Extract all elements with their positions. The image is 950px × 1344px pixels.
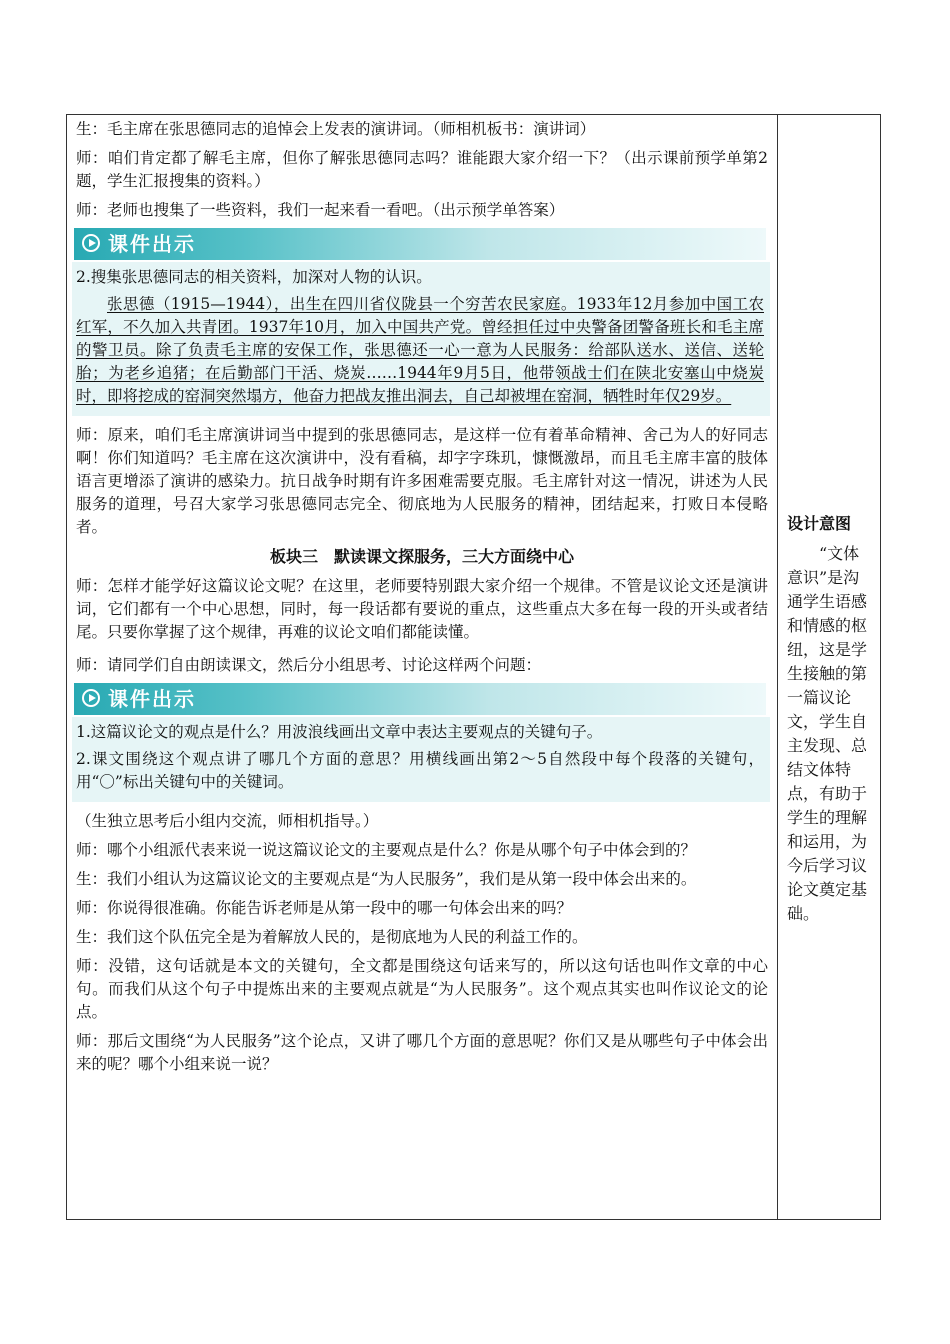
courseware-banner — [74, 228, 766, 260]
courseware-banner — [74, 683, 766, 715]
paragraph-activity-note: （生独立思考后小组内交流，师相机指导。） — [76, 812, 379, 830]
section-heading: 板块三 默读课文探服务，三大方面绕中心 — [269, 547, 574, 566]
paragraph-teacher-question: 师：咱们肯定都了解毛主席，但你了解张思德同志吗？谁能跟大家介绍一下？（出示课前预学单第2题，学生汇报搜集的资料。） — [76, 149, 768, 190]
banner-label: 课件出示 — [108, 687, 196, 711]
paragraph-teacher-question: 师：你说得很准确。你能告诉老师是从第一段中的哪一句体会出来的吗？ — [76, 899, 573, 917]
column-divider — [777, 114, 778, 1220]
paragraph-student-answer: 生：毛主席在张思德同志的追悼会上发表的演讲词。（师相机板书：演讲词） — [76, 120, 596, 138]
paragraph-teacher-explanation: 师：原来，咱们毛主席演讲词当中提到的张思德同志，是这样一位有着革命精神、舍己为人的好同志啊！你们知道吗？毛主席在这次演讲中，没有看稿，却字字珠玑，慷慨激昂，而且毛主席丰富的肢体语言更增添了演讲的感染力。抗日战争时期有许多困难需要克服。毛主席针对这一情况，讲述为人民服务的道理，号召大家学习张思德同志完全、彻底地为人民服务的精神，团结起来，打败日本侵略者。 — [76, 426, 768, 536]
paragraph-teacher-question: 师：哪个小组派代表来说一说这篇议论文的主要观点是什么？你是从哪个句子中体会到的？ — [76, 841, 697, 859]
main-column — [76, 118, 768, 1082]
courseware-question: 2.搜集张思德同志的相关资料，加深对人物的认识。 — [76, 268, 432, 286]
courseware-question: 1.这篇议论文的观点是什么？用波浪线画出文章中表达主要观点的关键句子。 — [76, 723, 603, 741]
courseware-answer: 张思德（1915—1944），出生在四川省仪陇县一个穷苦农民家庭。1933年12月参加中国工农红军，不久加入共青团。1937年10月，加入中国共产党。曾经担任过中央警备团警备班长和毛主席的警卫员。除了负责毛主席的安保工作，张思德还一心一意为人民服务：给部队送水、送信、送轮胎；为老乡追猪；在后勤部门干活、烧炭……1944年9月5日，他带领战士们在陕北安塞山中烧炭时，即将挖成的窑洞突然塌方，他奋力把战友推出洞去，自己却被埋在窑洞，牺牲时年仅29岁。 — [76, 295, 764, 405]
design-intent-column — [787, 512, 873, 926]
design-intent-text: “文体意识”是沟通学生语感和情感的枢纽，这是学生接触的第一篇议论文，学生自主发现、总结文体特点，有助于学生的理解和运用，为今后学习议论文奠定基础。 — [787, 544, 868, 923]
courseware-box — [72, 717, 770, 802]
play-icon — [82, 689, 100, 707]
courseware-box — [72, 262, 770, 416]
paragraph-teacher-explanation: 师：没错，这句话就是本文的关键句，全文都是围绕这句话来写的，所以这句话也叫作文章的中心句。而我们从这个句子中提炼出来的主要观点就是“为人民服务”。这个观点其实也叫作议论文的论点。 — [76, 957, 768, 1021]
banner-label: 课件出示 — [108, 232, 196, 256]
paragraph-teacher-materials: 师：老师也搜集了一些资料，我们一起来看一看吧。（出示预学单答案） — [76, 201, 565, 219]
paragraph-teacher-rule: 师：怎样才能学好这篇议论文呢？在这里，老师要特别跟大家介绍一个规律。不管是议论文还是演讲词，它们都有一个中心思想，同时，每一段话都有要说的重点，这些重点大多在每一段的开头或者结尾。只要你掌握了这个规律，再难的议论文咱们都能读懂。 — [76, 577, 768, 641]
play-icon — [82, 234, 100, 252]
paragraph-teacher-question: 师：那后文围绕“为人民服务”这个论点，又讲了哪几个方面的意思呢？你们又是从哪些句子中体会出来的呢？哪个小组来说一说？ — [76, 1032, 768, 1073]
paragraph-student-answer: 生：我们小组认为这篇议论文的主要观点是“为人民服务”，我们是从第一段中体会出来的。 — [76, 870, 697, 888]
paragraph-student-answer: 生：我们这个队伍完全是为着解放人民的，是彻底地为人民的利益工作的。 — [76, 928, 588, 946]
courseware-question: 2.课文围绕这个观点讲了哪几个方面的意思？用横线画出第2～5自然段中每个段落的关键句，用“〇”标出关键句中的关键词。 — [76, 750, 764, 791]
paragraph-teacher-instruction: 师：请同学们自由朗读课文，然后分小组思考、讨论这样两个问题： — [76, 656, 542, 674]
design-intent-title: 设计意图 — [787, 514, 852, 533]
